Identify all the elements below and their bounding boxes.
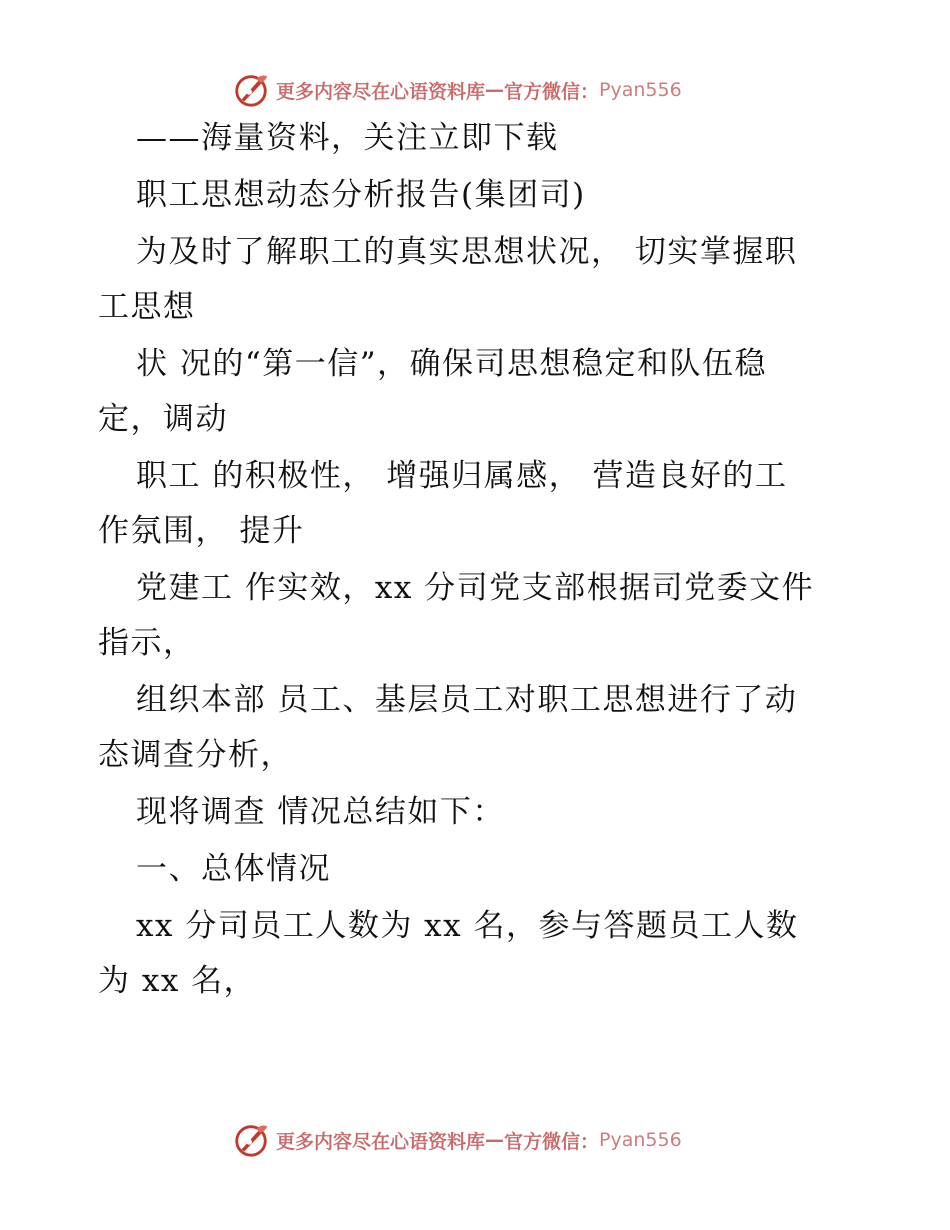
document-body: [98, 120, 858, 1020]
paragraph-line: 为及时了解职工的真实思想状况， 切实掌握职: [136, 234, 798, 270]
download-notice: ——海量资料，关注立即下载: [136, 120, 559, 156]
paragraph: [98, 794, 858, 831]
watermark-text: 更多内容尽在心语资料库: [276, 1130, 486, 1153]
section-heading-text: 一、总体情况: [136, 851, 331, 887]
paragraph-line: 作氛围， 提升: [98, 513, 305, 549]
watermark-text: 更多内容尽在心语资料库: [276, 80, 486, 103]
paragraph-line: 状 况的“第一信”，确保司思想稳定和队伍稳: [136, 346, 768, 382]
paragraph-line: xx 分司员工人数为 xx 名，参与答题员工人数: [136, 908, 799, 944]
paragraph-line: 定，调动: [98, 401, 228, 437]
watermark-wechat-id: Pyan556: [599, 1129, 682, 1151]
paragraph-line: 指示，: [98, 625, 196, 661]
paragraph-line: 现将调查 情况总结如下：: [136, 794, 505, 830]
paragraph: [98, 682, 858, 774]
paragraph-line: 工思想: [98, 289, 196, 325]
paragraph: [98, 234, 858, 326]
paragraph-line: 党建工 作实效，xx 分司党支部根据司党委文件: [136, 570, 815, 606]
top-watermark-banner: [232, 70, 682, 110]
paragraph-line: 为 xx 名，: [98, 963, 257, 999]
paragraph-line: 态调查分析，: [98, 737, 293, 773]
section-heading: [98, 851, 858, 888]
paragraph: [98, 570, 858, 662]
watermark-wechat-label: 官方微信：: [504, 80, 600, 103]
watermark-wechat-label: 官方微信：: [504, 1130, 600, 1153]
watermark-wechat-id: Pyan556: [599, 79, 682, 101]
paragraph-line: 职工 的积极性， 增强归属感， 营造良好的工: [136, 458, 788, 494]
bottom-watermark-banner: [232, 1120, 682, 1160]
paragraph: [98, 458, 858, 550]
watermark-dash: —: [485, 79, 505, 101]
paragraph-line: 组织本部 员工、基层员工对职工思想进行了动: [136, 682, 798, 718]
paragraph: [98, 346, 858, 438]
watermark-dash: —: [485, 1129, 505, 1151]
red-quill-logo-icon: [232, 1121, 270, 1159]
paragraph: [98, 908, 858, 1000]
red-quill-logo-icon: [232, 71, 270, 109]
document-title: 职工思想动态分析报告(集团司): [136, 177, 586, 213]
